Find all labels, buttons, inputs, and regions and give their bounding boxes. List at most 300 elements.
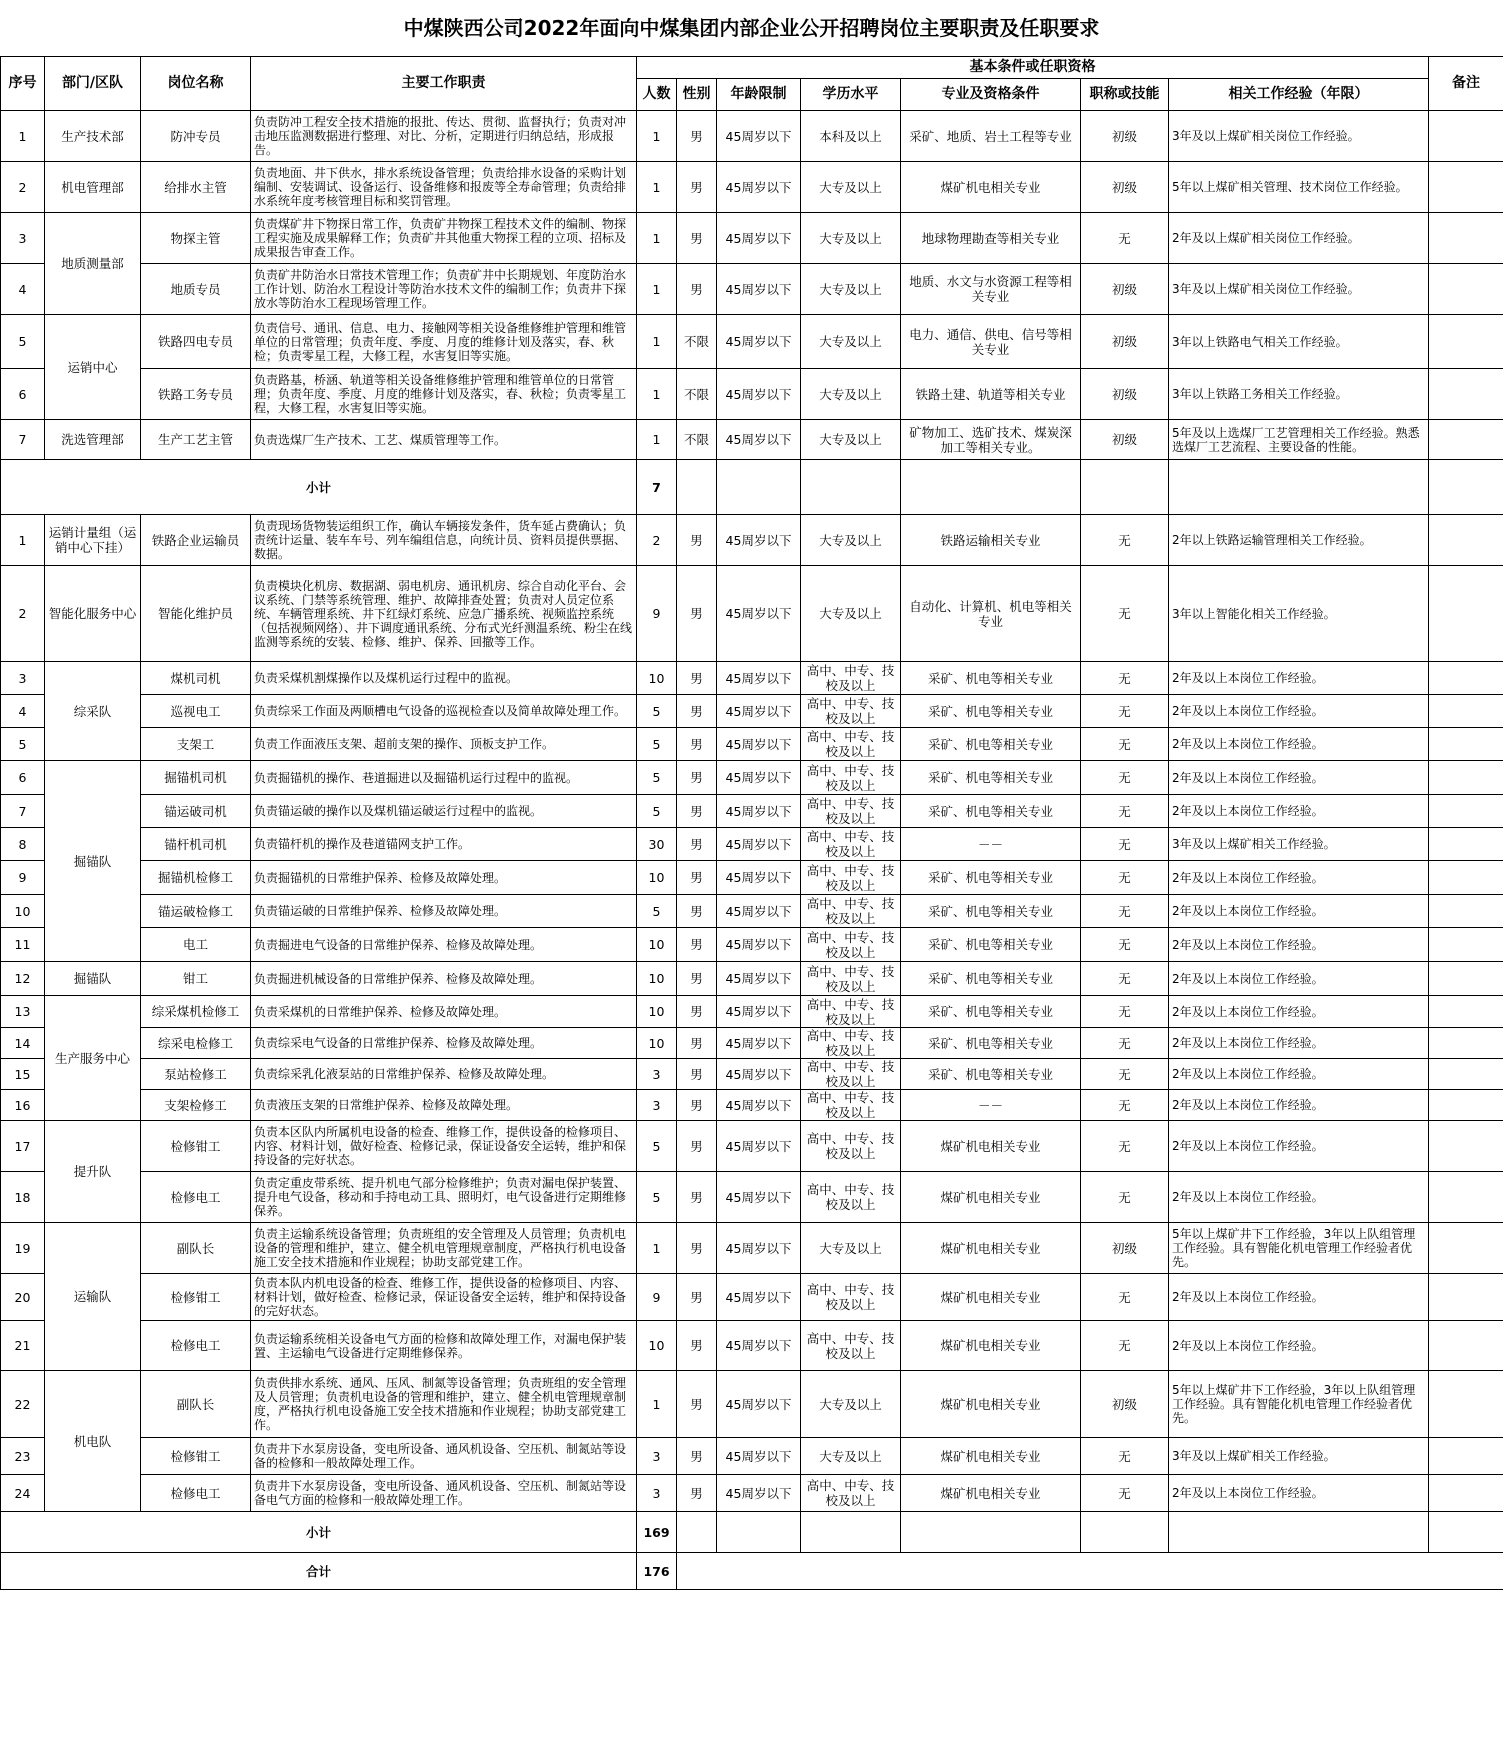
row-edu: 高中、中专、技校及以上 bbox=[801, 861, 901, 895]
row-note bbox=[1429, 1121, 1503, 1172]
row-major: 采矿、机电等相关专业 bbox=[901, 761, 1081, 795]
row-major: 地质、水文与水资源工程等相关专业 bbox=[901, 264, 1081, 315]
row-duty: 负责信号、通讯、信息、电力、接触网等相关设备维修维护管理和维管单位的日常管理；负责年度、季度、月度的维修计划及落实，春、秋检；负责零星工程，大修工程，水害复旧等实施。 bbox=[251, 315, 637, 369]
row-edu: 大专及以上 bbox=[801, 315, 901, 369]
row-count: 10 bbox=[637, 928, 677, 962]
row-edu: 高中、中专、技校及以上 bbox=[801, 662, 901, 695]
row-age: 45周岁以下 bbox=[717, 162, 801, 213]
row-gender: 男 bbox=[677, 861, 717, 895]
total-label: 合计 bbox=[1, 1553, 637, 1590]
row-count: 1 bbox=[637, 420, 677, 460]
row-dept: 运销中心 bbox=[45, 315, 141, 420]
row-exp: 2年及以上本岗位工作经验。 bbox=[1169, 962, 1429, 996]
row-title: 无 bbox=[1081, 861, 1169, 895]
row-count: 5 bbox=[637, 728, 677, 761]
row-dept: 生产技术部 bbox=[45, 111, 141, 162]
row-exp: 2年以上铁路运输管理相关工作经验。 bbox=[1169, 515, 1429, 566]
row-count: 5 bbox=[637, 895, 677, 928]
row-exp: 2年及以上本岗位工作经验。 bbox=[1169, 861, 1429, 895]
row-edu: 大专及以上 bbox=[801, 1371, 901, 1438]
row-age: 45周岁以下 bbox=[717, 566, 801, 662]
row-seq: 6 bbox=[1, 369, 45, 420]
row-age: 45周岁以下 bbox=[717, 1090, 801, 1121]
row-edu: 高中、中专、技校及以上 bbox=[801, 728, 901, 761]
row-gender: 男 bbox=[677, 996, 717, 1028]
row-major: 煤矿机电相关专业 bbox=[901, 1321, 1081, 1371]
row-edu: 高中、中专、技校及以上 bbox=[801, 1028, 901, 1059]
row-title: 无 bbox=[1081, 1172, 1169, 1223]
row-gender: 男 bbox=[677, 728, 717, 761]
row-count: 3 bbox=[637, 1090, 677, 1121]
row-age: 45周岁以下 bbox=[717, 928, 801, 962]
table-row bbox=[1, 1121, 1503, 1172]
row-dept: 掘锚队 bbox=[45, 962, 141, 996]
row-post: 智能化维护员 bbox=[141, 566, 251, 662]
subtotal-empty bbox=[1169, 1512, 1429, 1553]
row-exp: 3年及以上煤矿相关工作经验。 bbox=[1169, 828, 1429, 861]
row-exp: 5年以上煤矿井下工作经验，3年以上队组管理工作经验。具有智能化机电管理工作经验者优先。 bbox=[1169, 1371, 1429, 1438]
row-major: 煤矿机电相关专业 bbox=[901, 1371, 1081, 1438]
row-duty: 负责锚运破的操作以及煤机锚运破运行过程中的监视。 bbox=[251, 795, 637, 828]
row-seq: 23 bbox=[1, 1438, 45, 1475]
row-age: 45周岁以下 bbox=[717, 728, 801, 761]
row-duty: 负责井下水泵房设备，变电所设备、通风机设备、空压机、制氮站等设备的检修和一般故障处理工作。 bbox=[251, 1438, 637, 1475]
row-dept: 运销计量组（运销中心下挂） bbox=[45, 515, 141, 566]
header-exp: 相关工作经验（年限） bbox=[1169, 79, 1429, 111]
row-note bbox=[1429, 111, 1503, 162]
row-edu: 大专及以上 bbox=[801, 369, 901, 420]
table-row bbox=[1, 828, 1503, 861]
row-major: 采矿、机电等相关专业 bbox=[901, 861, 1081, 895]
row-seq: 3 bbox=[1, 213, 45, 264]
row-note bbox=[1429, 566, 1503, 662]
row-seq: 5 bbox=[1, 728, 45, 761]
table-row bbox=[1, 662, 1503, 695]
row-title: 初级 bbox=[1081, 264, 1169, 315]
row-age: 45周岁以下 bbox=[717, 1223, 801, 1274]
row-duty: 负责供排水系统、通风、压风、制氮等设备管理；负责班组的安全管理及人员管理；负责机电设备的管理和维护，建立、健全机电管理规章制度，严格执行机电设备施工安全技术措施和作业规程；协助支部党建工作。 bbox=[251, 1371, 637, 1438]
row-duty: 负责综采工作面及两顺槽电气设备的巡视检查以及简单故障处理工作。 bbox=[251, 695, 637, 728]
row-edu: 大专及以上 bbox=[801, 420, 901, 460]
row-title: 无 bbox=[1081, 695, 1169, 728]
row-seq: 21 bbox=[1, 1321, 45, 1371]
row-edu: 高中、中专、技校及以上 bbox=[801, 1172, 901, 1223]
row-post: 检修钳工 bbox=[141, 1121, 251, 1172]
row-post: 综采煤机检修工 bbox=[141, 996, 251, 1028]
row-title: 无 bbox=[1081, 962, 1169, 996]
row-post: 给排水主管 bbox=[141, 162, 251, 213]
header-major: 专业及资格条件 bbox=[901, 79, 1081, 111]
table-row bbox=[1, 895, 1503, 928]
table-row bbox=[1, 515, 1503, 566]
row-duty: 负责地面、井下供水，排水系统设备管理；负责给排水设备的采购计划编制、安装调试、设备运行、设备维修和报废等全寿命管理；负责给排水系统年度考核管理目标和奖罚管理。 bbox=[251, 162, 637, 213]
row-post: 煤机司机 bbox=[141, 662, 251, 695]
row-dept: 运输队 bbox=[45, 1223, 141, 1371]
row-seq: 17 bbox=[1, 1121, 45, 1172]
row-edu: 高中、中专、技校及以上 bbox=[801, 695, 901, 728]
positions-table bbox=[0, 56, 1503, 1590]
row-exp: 3年及以上煤矿相关工作经验。 bbox=[1169, 1438, 1429, 1475]
row-seq: 24 bbox=[1, 1475, 45, 1512]
row-post: 电工 bbox=[141, 928, 251, 962]
row-age: 45周岁以下 bbox=[717, 662, 801, 695]
row-title: 初级 bbox=[1081, 111, 1169, 162]
row-duty: 负责掘锚机的操作、巷道掘进以及掘锚机运行过程中的监视。 bbox=[251, 761, 637, 795]
row-count: 9 bbox=[637, 1274, 677, 1321]
row-count: 3 bbox=[637, 1475, 677, 1512]
row-major: 电力、通信、供电、信号等相关专业 bbox=[901, 315, 1081, 369]
row-major: 煤矿机电相关专业 bbox=[901, 1223, 1081, 1274]
row-note bbox=[1429, 1321, 1503, 1371]
row-post: 检修钳工 bbox=[141, 1274, 251, 1321]
row-duty: 负责综采电气设备的日常维护保养、检修及故障处理。 bbox=[251, 1028, 637, 1059]
row-edu: 高中、中专、技校及以上 bbox=[801, 996, 901, 1028]
row-post: 物探主管 bbox=[141, 213, 251, 264]
subtotal-empty bbox=[1081, 460, 1169, 515]
row-seq: 16 bbox=[1, 1090, 45, 1121]
row-seq: 10 bbox=[1, 895, 45, 928]
table-row bbox=[1, 1475, 1503, 1512]
row-age: 45周岁以下 bbox=[717, 861, 801, 895]
subtotal-value: 7 bbox=[637, 460, 677, 515]
row-gender: 男 bbox=[677, 213, 717, 264]
row-gender: 男 bbox=[677, 1028, 717, 1059]
row-title: 初级 bbox=[1081, 369, 1169, 420]
row-title: 无 bbox=[1081, 996, 1169, 1028]
row-count: 10 bbox=[637, 1028, 677, 1059]
table-row bbox=[1, 1090, 1503, 1121]
row-note bbox=[1429, 1090, 1503, 1121]
row-dept: 综采队 bbox=[45, 662, 141, 761]
row-gender: 男 bbox=[677, 515, 717, 566]
row-seq: 4 bbox=[1, 695, 45, 728]
row-gender: 男 bbox=[677, 1438, 717, 1475]
row-note bbox=[1429, 315, 1503, 369]
row-exp: 3年以上铁路电气相关工作经验。 bbox=[1169, 315, 1429, 369]
row-age: 45周岁以下 bbox=[717, 213, 801, 264]
table-row bbox=[1, 566, 1503, 662]
row-major: 自动化、计算机、机电等相关专业 bbox=[901, 566, 1081, 662]
row-exp: 5年及以上选煤厂工艺管理相关工作经验。熟悉选煤厂工艺流程、主要设备的性能。 bbox=[1169, 420, 1429, 460]
row-duty: 负责选煤厂生产技术、工艺、煤质管理等工作。 bbox=[251, 420, 637, 460]
total-value: 176 bbox=[637, 1553, 677, 1590]
row-gender: 男 bbox=[677, 1321, 717, 1371]
row-duty: 负责本区队内所属机电设备的检查、维修工作，提供设备的检修项目、内容、材料计划，做好检查、检修记录，保证设备安全运转，维护和保持设备的完好状态。 bbox=[251, 1121, 637, 1172]
row-seq: 7 bbox=[1, 420, 45, 460]
table-row bbox=[1, 1321, 1503, 1371]
table-row bbox=[1, 1223, 1503, 1274]
row-count: 5 bbox=[637, 795, 677, 828]
row-post: 巡视电工 bbox=[141, 695, 251, 728]
subtotal-empty bbox=[1081, 1512, 1169, 1553]
subtotal-value: 169 bbox=[637, 1512, 677, 1553]
row-exp: 2年及以上本岗位工作经验。 bbox=[1169, 1321, 1429, 1371]
row-edu: 大专及以上 bbox=[801, 1438, 901, 1475]
subtotal-empty bbox=[801, 460, 901, 515]
header-group: 基本条件或任职资格 bbox=[637, 57, 1429, 79]
header-note: 备注 bbox=[1429, 57, 1503, 111]
row-exp: 2年及以上本岗位工作经验。 bbox=[1169, 662, 1429, 695]
row-count: 10 bbox=[637, 861, 677, 895]
row-age: 45周岁以下 bbox=[717, 1475, 801, 1512]
row-gender: 男 bbox=[677, 828, 717, 861]
row-age: 45周岁以下 bbox=[717, 1274, 801, 1321]
row-duty: 负责定重皮带系统、提升机电气部分检修维护；负责对漏电保护装置、提升电气设备，移动和手持电动工具、照明灯，电气设备进行定期维修保养。 bbox=[251, 1172, 637, 1223]
row-post: 泵站检修工 bbox=[141, 1059, 251, 1090]
table-row bbox=[1, 1274, 1503, 1321]
row-duty: 负责模块化机房、数据湖、弱电机房、通讯机房、综合自动化平台、会议系统、门禁等系统管理、维护、故障排查处置；负责对人员定位系统、车辆管理系统、井下红绿灯系统、应急广播系统、视频监控系统（包括视频网络）、井下调度通讯系统、分布式光纤测温系统、粉尘在线监测等系统的安装、检修、维护、保养、回撤等工作。 bbox=[251, 566, 637, 662]
row-exp: 2年及以上本岗位工作经验。 bbox=[1169, 695, 1429, 728]
row-seq: 19 bbox=[1, 1223, 45, 1274]
row-seq: 2 bbox=[1, 566, 45, 662]
row-seq: 22 bbox=[1, 1371, 45, 1438]
row-major: 采矿、机电等相关专业 bbox=[901, 728, 1081, 761]
row-note bbox=[1429, 795, 1503, 828]
subtotal-empty bbox=[1169, 460, 1429, 515]
row-gender: 男 bbox=[677, 662, 717, 695]
row-count: 1 bbox=[637, 213, 677, 264]
row-count: 1 bbox=[637, 1223, 677, 1274]
table-row bbox=[1, 315, 1503, 369]
row-exp: 5年以上煤矿相关管理、技术岗位工作经验。 bbox=[1169, 162, 1429, 213]
row-count: 5 bbox=[637, 695, 677, 728]
row-duty: 负责综采乳化液泵站的日常维护保养、检修及故障处理。 bbox=[251, 1059, 637, 1090]
row-count: 10 bbox=[637, 662, 677, 695]
row-duty: 负责锚运破的日常维护保养、检修及故障处理。 bbox=[251, 895, 637, 928]
row-title: 无 bbox=[1081, 1028, 1169, 1059]
table-row bbox=[1, 420, 1503, 460]
row-title: 无 bbox=[1081, 928, 1169, 962]
row-edu: 大专及以上 bbox=[801, 213, 901, 264]
row-note bbox=[1429, 369, 1503, 420]
row-edu: 本科及以上 bbox=[801, 111, 901, 162]
row-post: 检修钳工 bbox=[141, 1438, 251, 1475]
row-exp: 2年及以上本岗位工作经验。 bbox=[1169, 1059, 1429, 1090]
row-note bbox=[1429, 695, 1503, 728]
row-major: 煤矿机电相关专业 bbox=[901, 1438, 1081, 1475]
row-note bbox=[1429, 1223, 1503, 1274]
row-duty: 负责工作面液压支架、超前支架的操作、顶板支护工作。 bbox=[251, 728, 637, 761]
row-title: 无 bbox=[1081, 213, 1169, 264]
row-duty: 负责采煤机的日常维护保养、检修及故障处理。 bbox=[251, 996, 637, 1028]
row-major: 采矿、机电等相关专业 bbox=[901, 795, 1081, 828]
row-major: 煤矿机电相关专业 bbox=[901, 1172, 1081, 1223]
row-dept: 洗选管理部 bbox=[45, 420, 141, 460]
table-row bbox=[1, 1059, 1503, 1090]
row-gender: 男 bbox=[677, 928, 717, 962]
row-gender: 男 bbox=[677, 1172, 717, 1223]
row-note bbox=[1429, 1172, 1503, 1223]
row-gender: 男 bbox=[677, 761, 717, 795]
row-edu: 高中、中专、技校及以上 bbox=[801, 1274, 901, 1321]
row-count: 10 bbox=[637, 962, 677, 996]
row-duty: 负责掘进电气设备的日常维护保养、检修及故障处理。 bbox=[251, 928, 637, 962]
row-duty: 负责运输系统相关设备电气方面的检修和故障处理工作，对漏电保护装置、主运输电气设备进行定期维修保养。 bbox=[251, 1321, 637, 1371]
row-exp: 2年及以上煤矿相关岗位工作经验。 bbox=[1169, 213, 1429, 264]
row-seq: 1 bbox=[1, 515, 45, 566]
row-major: 采矿、机电等相关专业 bbox=[901, 996, 1081, 1028]
row-post: 铁路工务专员 bbox=[141, 369, 251, 420]
row-edu: 高中、中专、技校及以上 bbox=[801, 1121, 901, 1172]
row-seq: 9 bbox=[1, 861, 45, 895]
row-gender: 男 bbox=[677, 162, 717, 213]
row-age: 45周岁以下 bbox=[717, 315, 801, 369]
row-edu: 高中、中专、技校及以上 bbox=[801, 895, 901, 928]
row-duty: 负责掘锚机的日常维护保养、检修及故障处理。 bbox=[251, 861, 637, 895]
row-major: －－ bbox=[901, 1090, 1081, 1121]
row-age: 45周岁以下 bbox=[717, 761, 801, 795]
table-row bbox=[1, 795, 1503, 828]
row-seq: 14 bbox=[1, 1028, 45, 1059]
row-post: 掘锚机检修工 bbox=[141, 861, 251, 895]
row-exp: 2年及以上本岗位工作经验。 bbox=[1169, 728, 1429, 761]
row-count: 5 bbox=[637, 761, 677, 795]
row-exp: 2年及以上本岗位工作经验。 bbox=[1169, 996, 1429, 1028]
row-exp: 3年以上智能化相关工作经验。 bbox=[1169, 566, 1429, 662]
row-post: 检修电工 bbox=[141, 1321, 251, 1371]
row-note bbox=[1429, 515, 1503, 566]
row-duty: 负责煤矿井下物探日常工作，负责矿井物探工程技术文件的编制、物探工程实施及成果解释工作；负责矿井其他重大物探工程的立项、招标及成果报告审查工作。 bbox=[251, 213, 637, 264]
row-age: 45周岁以下 bbox=[717, 1121, 801, 1172]
header-row bbox=[1, 57, 1503, 79]
row-exp: 2年及以上本岗位工作经验。 bbox=[1169, 928, 1429, 962]
row-count: 1 bbox=[637, 264, 677, 315]
row-gender: 男 bbox=[677, 962, 717, 996]
row-major: 煤矿机电相关专业 bbox=[901, 1475, 1081, 1512]
row-major: 地球物理勘查等相关专业 bbox=[901, 213, 1081, 264]
row-exp: 2年及以上本岗位工作经验。 bbox=[1169, 1028, 1429, 1059]
header-duty: 主要工作职责 bbox=[251, 57, 637, 111]
row-title: 无 bbox=[1081, 1438, 1169, 1475]
row-post: 副队长 bbox=[141, 1223, 251, 1274]
row-major: 采矿、机电等相关专业 bbox=[901, 928, 1081, 962]
row-note bbox=[1429, 1274, 1503, 1321]
row-gender: 不限 bbox=[677, 369, 717, 420]
row-age: 45周岁以下 bbox=[717, 420, 801, 460]
row-seq: 20 bbox=[1, 1274, 45, 1321]
row-note bbox=[1429, 928, 1503, 962]
row-duty: 负责井下水泵房设备，变电所设备、通风机设备、空压机、制氮站等设备电气方面的检修和一般故障处理工作。 bbox=[251, 1475, 637, 1512]
row-count: 1 bbox=[637, 369, 677, 420]
row-title: 无 bbox=[1081, 1475, 1169, 1512]
row-age: 45周岁以下 bbox=[717, 996, 801, 1028]
subtotal-empty bbox=[801, 1512, 901, 1553]
row-major: 煤矿机电相关专业 bbox=[901, 162, 1081, 213]
row-note bbox=[1429, 828, 1503, 861]
row-dept: 机电队 bbox=[45, 1371, 141, 1512]
table-row bbox=[1, 996, 1503, 1028]
row-duty: 负责路基，桥涵、轨道等相关设备维修维护管理和维管单位的日常管理；负责年度、季度、月度的维修计划及落实，春、秋检；负责零星工程，大修工程，水害复旧等实施。 bbox=[251, 369, 637, 420]
row-gender: 男 bbox=[677, 1121, 717, 1172]
row-title: 无 bbox=[1081, 515, 1169, 566]
subtotal-empty bbox=[1429, 1512, 1503, 1553]
subtotal-row bbox=[1, 460, 1503, 515]
row-post: 锚杆机司机 bbox=[141, 828, 251, 861]
row-note bbox=[1429, 1438, 1503, 1475]
header-seq: 序号 bbox=[1, 57, 45, 111]
table-row bbox=[1, 213, 1503, 264]
row-note bbox=[1429, 962, 1503, 996]
subtotal-empty bbox=[677, 460, 717, 515]
row-gender: 男 bbox=[677, 566, 717, 662]
row-major: 采矿、机电等相关专业 bbox=[901, 695, 1081, 728]
row-duty: 负责液压支架的日常维护保养、检修及故障处理。 bbox=[251, 1090, 637, 1121]
row-gender: 男 bbox=[677, 795, 717, 828]
header-age: 年龄限制 bbox=[717, 79, 801, 111]
row-seq: 18 bbox=[1, 1172, 45, 1223]
row-exp: 3年以上铁路工务相关工作经验。 bbox=[1169, 369, 1429, 420]
page-title: 中煤陕西公司2022年面向中煤集团内部企业公开招聘岗位主要职责及任职要求 bbox=[403, 16, 1100, 40]
row-title: 无 bbox=[1081, 1321, 1169, 1371]
row-dept: 生产服务中心 bbox=[45, 996, 141, 1121]
row-note bbox=[1429, 1475, 1503, 1512]
row-post: 钳工 bbox=[141, 962, 251, 996]
row-count: 1 bbox=[637, 315, 677, 369]
row-count: 5 bbox=[637, 1121, 677, 1172]
subtotal-label: 小计 bbox=[1, 460, 637, 515]
table-row bbox=[1, 369, 1503, 420]
row-age: 45周岁以下 bbox=[717, 895, 801, 928]
subtotal-empty bbox=[1429, 460, 1503, 515]
table-row bbox=[1, 962, 1503, 996]
row-seq: 2 bbox=[1, 162, 45, 213]
row-duty: 负责防冲工程安全技术措施的报批、传达、贯彻、监督执行；负责对冲击地压监测数据进行整理、对比、分析，定期进行归纳总结，形成报告。 bbox=[251, 111, 637, 162]
row-title: 无 bbox=[1081, 895, 1169, 928]
row-post: 掘锚机司机 bbox=[141, 761, 251, 795]
row-major: 铁路运输相关专业 bbox=[901, 515, 1081, 566]
row-count: 3 bbox=[637, 1059, 677, 1090]
row-note bbox=[1429, 895, 1503, 928]
table-row bbox=[1, 728, 1503, 761]
row-title: 初级 bbox=[1081, 162, 1169, 213]
row-note bbox=[1429, 1028, 1503, 1059]
row-duty: 负责现场货物装运组织工作，确认车辆接发条件，货车延占费确认；负责统计运量、装车车号、列车编组信息，向统计员、资料员提供票据、数据。 bbox=[251, 515, 637, 566]
subtotal-empty bbox=[901, 1512, 1081, 1553]
row-title: 无 bbox=[1081, 795, 1169, 828]
row-title: 无 bbox=[1081, 566, 1169, 662]
row-count: 2 bbox=[637, 515, 677, 566]
row-note bbox=[1429, 861, 1503, 895]
row-seq: 11 bbox=[1, 928, 45, 962]
row-post: 检修电工 bbox=[141, 1475, 251, 1512]
table-row bbox=[1, 928, 1503, 962]
row-count: 1 bbox=[637, 111, 677, 162]
row-title: 无 bbox=[1081, 1090, 1169, 1121]
row-seq: 3 bbox=[1, 662, 45, 695]
row-count: 10 bbox=[637, 1321, 677, 1371]
row-exp: 2年及以上本岗位工作经验。 bbox=[1169, 895, 1429, 928]
row-exp: 5年以上煤矿井下工作经验，3年以上队组管理工作经验。具有智能化机电管理工作经验者优先。 bbox=[1169, 1223, 1429, 1274]
row-age: 45周岁以下 bbox=[717, 1172, 801, 1223]
row-post: 检修电工 bbox=[141, 1172, 251, 1223]
row-gender: 不限 bbox=[677, 315, 717, 369]
row-seq: 7 bbox=[1, 795, 45, 828]
row-major: 煤矿机电相关专业 bbox=[901, 1121, 1081, 1172]
row-duty: 负责锚杆机的操作及巷道锚网支护工作。 bbox=[251, 828, 637, 861]
row-post: 锚运破司机 bbox=[141, 795, 251, 828]
subtotal-empty bbox=[677, 1512, 717, 1553]
row-gender: 男 bbox=[677, 1090, 717, 1121]
row-age: 45周岁以下 bbox=[717, 695, 801, 728]
row-note bbox=[1429, 1059, 1503, 1090]
row-major: 矿物加工、选矿技术、煤炭深加工等相关专业。 bbox=[901, 420, 1081, 460]
table-row bbox=[1, 861, 1503, 895]
row-title: 无 bbox=[1081, 662, 1169, 695]
row-count: 30 bbox=[637, 828, 677, 861]
row-exp: 2年及以上本岗位工作经验。 bbox=[1169, 795, 1429, 828]
subtotal-empty bbox=[717, 1512, 801, 1553]
table-row bbox=[1, 1028, 1503, 1059]
